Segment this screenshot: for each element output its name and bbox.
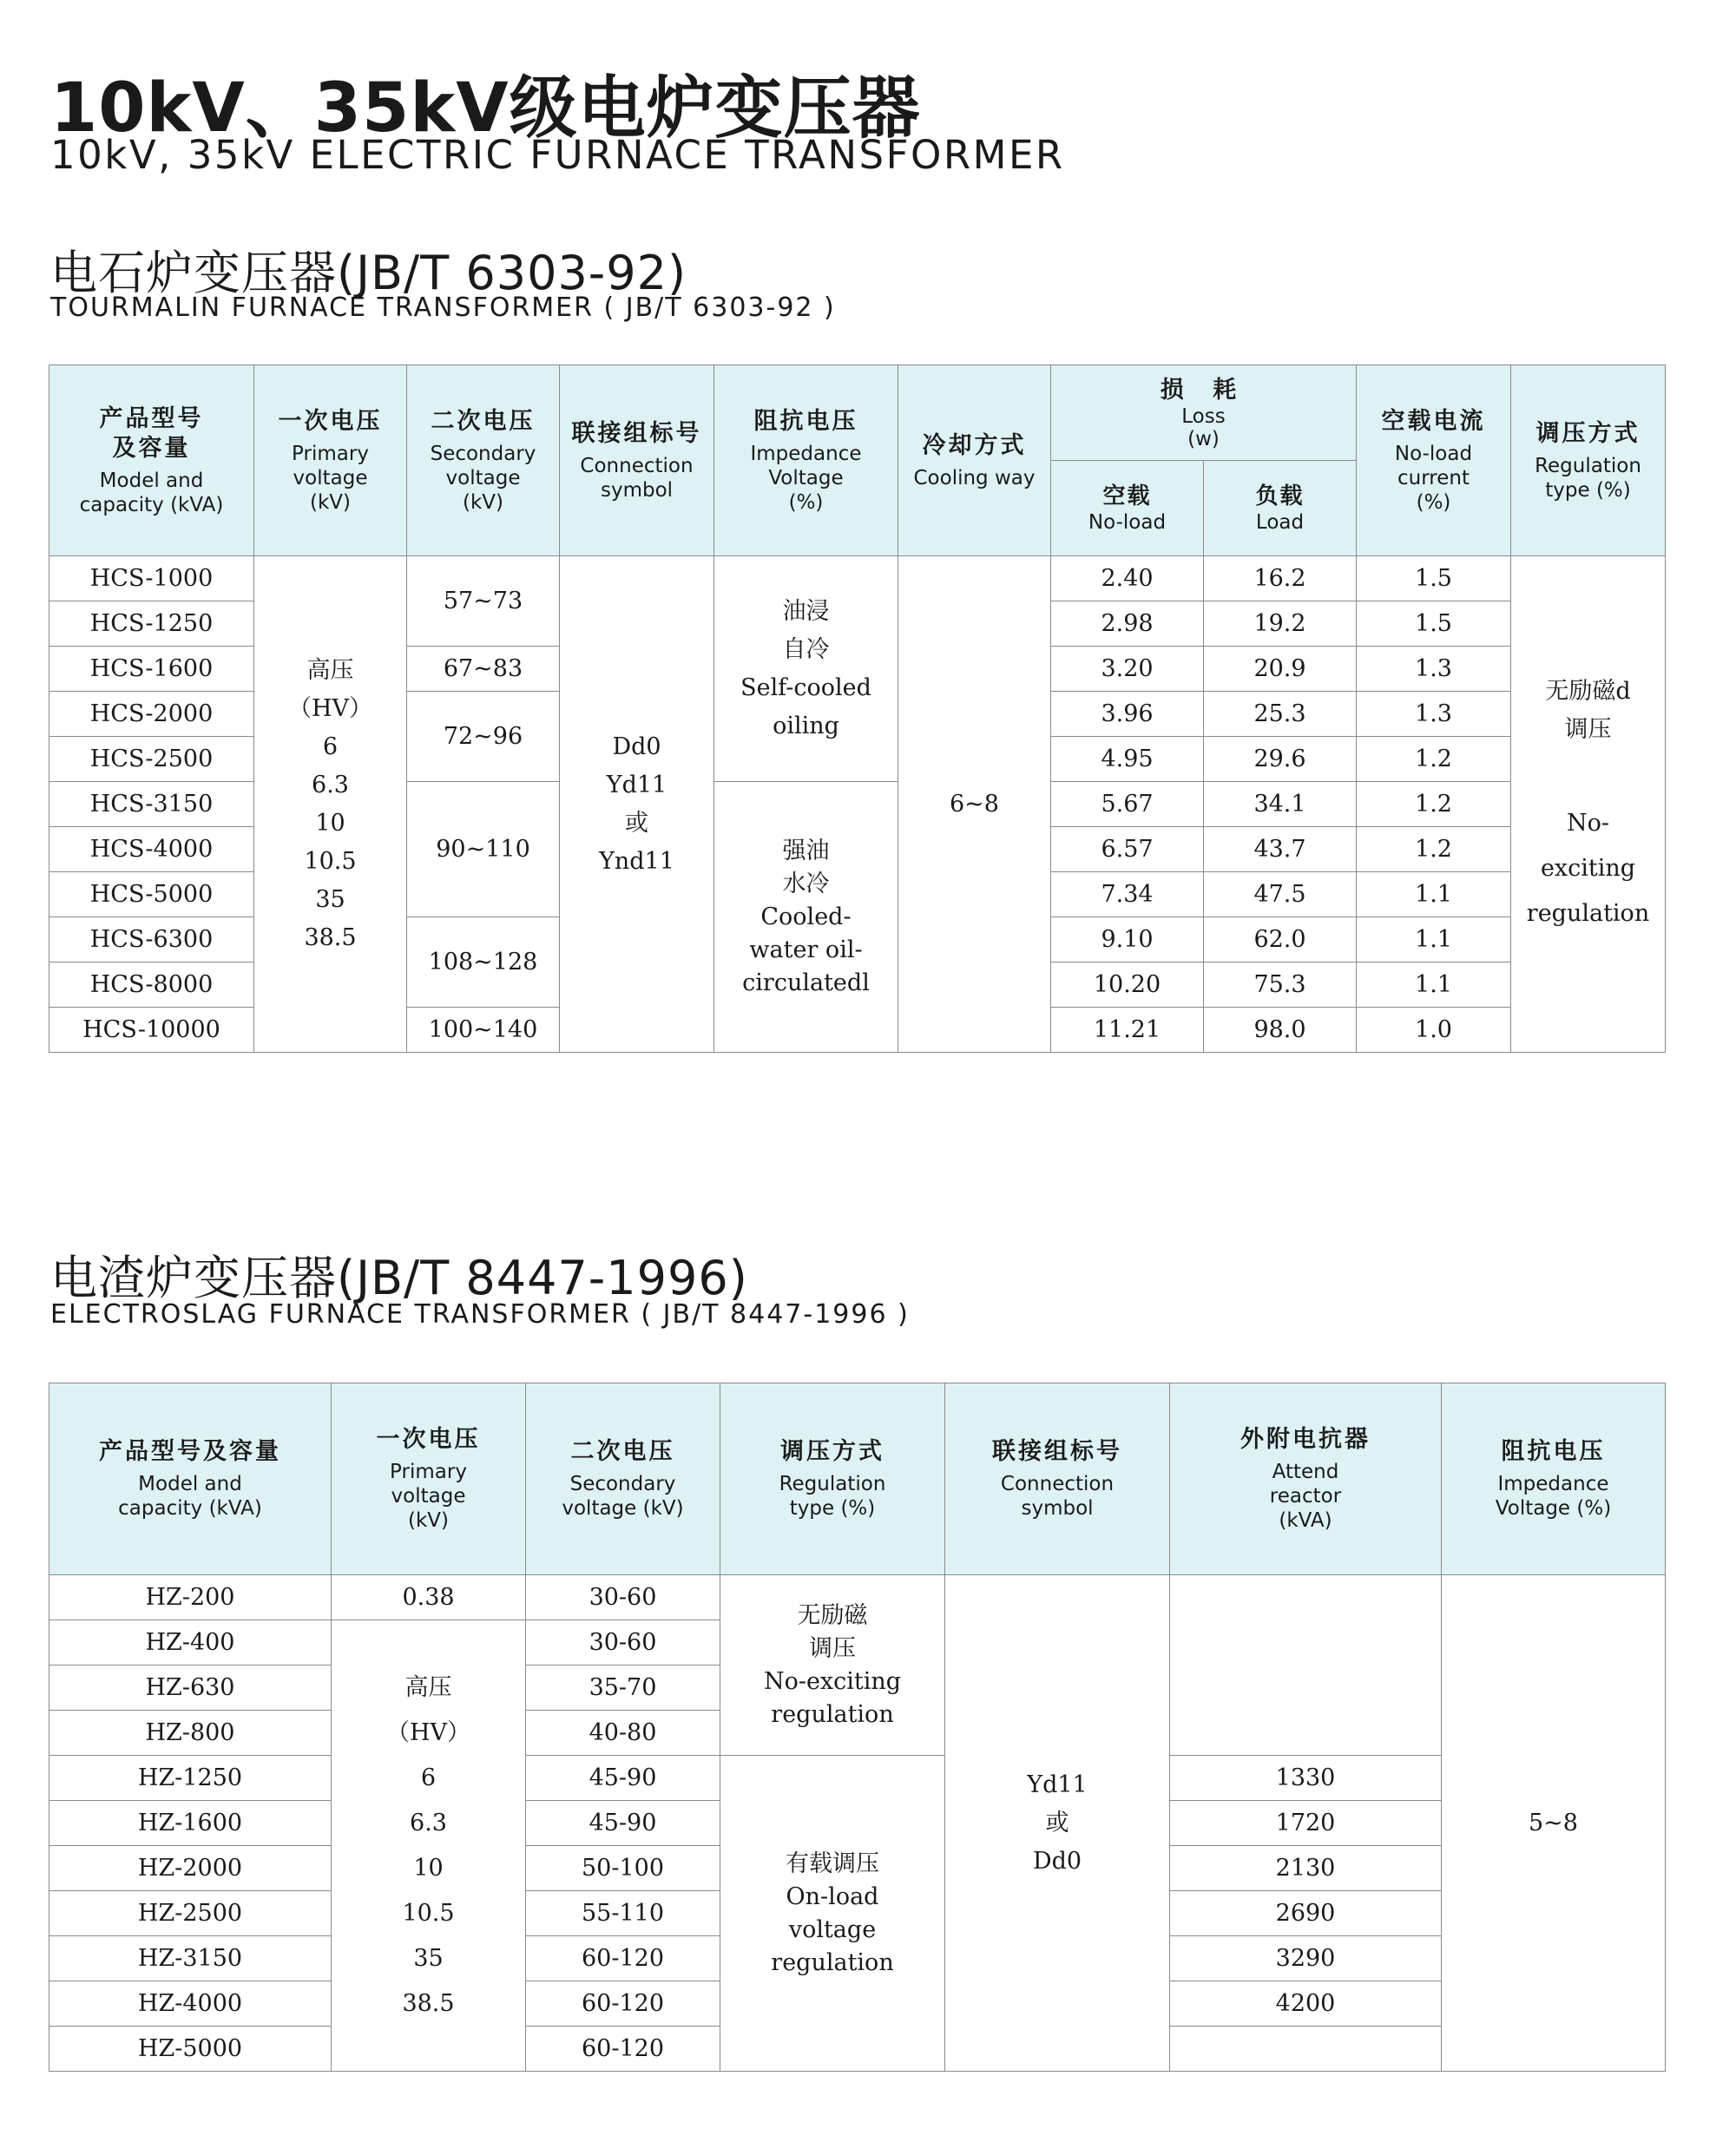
- cooling-way-cell: 6~8: [898, 556, 1051, 1053]
- loss-noload-cell: 7.34: [1051, 872, 1204, 917]
- header-impedance-voltage: 阻抗电压 Impedance Voltage (%): [1442, 1383, 1666, 1575]
- secondary-voltage-cell: 50-100: [526, 1846, 720, 1891]
- secondary-voltage-cell: 60-120: [526, 2027, 720, 2072]
- reactor-cell: 1720: [1170, 1801, 1442, 1846]
- noload-current-cell: 1.1: [1357, 963, 1511, 1008]
- model-cell: HZ-2000: [49, 1846, 332, 1891]
- noload-current-cell: 1.2: [1357, 827, 1511, 872]
- model-cell: HCS-5000: [49, 872, 254, 917]
- secondary-voltage-cell: 67~83: [407, 647, 560, 692]
- header-attend-reactor: 外附电抗器 Attend reactor (kVA): [1170, 1383, 1442, 1575]
- impedance-forced-cooled-cell: 强油 水冷 Cooled- water oil- circulatedl: [714, 782, 898, 1053]
- model-cell: HCS-8000: [49, 963, 254, 1008]
- primary-voltage-cell: 高压 （HV） 6 6.3 10 10.5 35 38.5: [254, 556, 407, 1053]
- impedance-voltage-cell: 5~8: [1442, 1575, 1666, 2072]
- header-secondary-voltage: 二次电压 Secondary voltage (kV): [526, 1383, 720, 1575]
- header-impedance-voltage: 阻抗电压 Impedance Voltage (%): [714, 365, 898, 556]
- model-cell: HZ-2500: [49, 1891, 332, 1936]
- connection-symbol-cell: Dd0 Yd11 或 Ynd11: [560, 556, 714, 1053]
- noload-current-cell: 1.0: [1357, 1008, 1511, 1053]
- reactor-cell: 2130: [1170, 1846, 1442, 1891]
- secondary-voltage-cell: 90~110: [407, 782, 560, 917]
- header-loss: 损 耗 Loss (w): [1051, 365, 1357, 461]
- model-cell: HCS-2500: [49, 737, 254, 782]
- secondary-voltage-cell: 100~140: [407, 1008, 560, 1053]
- model-cell: HCS-4000: [49, 827, 254, 872]
- header-connection-symbol: 联接组标号 Connection symbol: [945, 1383, 1170, 1575]
- header-primary-voltage: 一次电压 Primary voltage (kV): [254, 365, 407, 556]
- impedance-self-cooled-cell: 油浸 自冷 Self-cooled oiling: [714, 556, 898, 782]
- secondary-voltage-cell: 40-80: [526, 1711, 720, 1756]
- table-row: [49, 1575, 1666, 1620]
- noload-current-cell: 1.1: [1357, 872, 1511, 917]
- secondary-voltage-cell: 45-90: [526, 1801, 720, 1846]
- noload-current-cell: 1.2: [1357, 737, 1511, 782]
- loss-noload-cell: 10.20: [1051, 963, 1204, 1008]
- model-cell: HCS-10000: [49, 1008, 254, 1053]
- electroslag-spec-table: [49, 1383, 1666, 2072]
- header-connection-symbol: 联接组标号 Connection symbol: [560, 365, 714, 556]
- primary-voltage-cell: 0.38: [332, 1575, 526, 1620]
- secondary-voltage-cell: 60-120: [526, 1981, 720, 2027]
- model-cell: HCS-2000: [49, 692, 254, 737]
- connection-symbol-cell: Yd11 或 Dd0: [945, 1575, 1170, 2072]
- loss-load-cell: 47.5: [1204, 872, 1357, 917]
- secondary-voltage-cell: 72~96: [407, 692, 560, 782]
- loss-load-cell: 34.1: [1204, 782, 1357, 827]
- loss-load-cell: 75.3: [1204, 963, 1357, 1008]
- secondary-voltage-cell: 108~128: [407, 917, 560, 1008]
- loss-noload-cell: 11.21: [1051, 1008, 1204, 1053]
- header-cooling-way: 冷却方式 Cooling way: [898, 365, 1051, 556]
- loss-load-cell: 62.0: [1204, 917, 1357, 963]
- secondary-voltage-cell: 30-60: [526, 1575, 720, 1620]
- secondary-voltage-cell: 30-60: [526, 1620, 720, 1666]
- section1-title-cn: 电石炉变压器(JB/T 6303-92): [50, 246, 687, 300]
- model-cell: HZ-1600: [49, 1801, 332, 1846]
- loss-load-cell: 98.0: [1204, 1008, 1357, 1053]
- loss-load-cell: 43.7: [1204, 827, 1357, 872]
- secondary-voltage-cell: 60-120: [526, 1936, 720, 1981]
- loss-noload-cell: 5.67: [1051, 782, 1204, 827]
- model-cell: HCS-1600: [49, 647, 254, 692]
- section1-title-en: TOURMALIN FURNACE TRANSFORMER ( JB/T 6303-92 ): [50, 292, 836, 323]
- loss-noload-cell: 6.57: [1051, 827, 1204, 872]
- loss-load-cell: 16.2: [1204, 556, 1357, 601]
- table-row: [49, 1756, 1666, 1801]
- loss-load-cell: 25.3: [1204, 692, 1357, 737]
- header-primary-voltage: 一次电压 Primary voltage (kV): [332, 1383, 526, 1575]
- page-title-cn: 10kV、35kV级电炉变压器: [50, 69, 921, 148]
- header-regulation-type: 调压方式 Regulation type (%): [720, 1383, 945, 1575]
- model-cell: HZ-3150: [49, 1936, 332, 1981]
- noload-current-cell: 1.3: [1357, 647, 1511, 692]
- model-cell: HZ-400: [49, 1620, 332, 1666]
- noload-current-cell: 1.1: [1357, 917, 1511, 963]
- model-cell: HZ-630: [49, 1666, 332, 1711]
- loss-noload-cell: 3.20: [1051, 647, 1204, 692]
- header-model: 产品型号及容量 Model and capacity (kVA): [49, 1383, 332, 1575]
- reactor-cell: 2690: [1170, 1891, 1442, 1936]
- tourmalin-spec-table: [49, 365, 1666, 1053]
- model-cell: HCS-6300: [49, 917, 254, 963]
- noload-current-cell: 1.3: [1357, 692, 1511, 737]
- loss-noload-cell: 9.10: [1051, 917, 1204, 963]
- loss-noload-cell: 4.95: [1051, 737, 1204, 782]
- reactor-cell: 3290: [1170, 1936, 1442, 1981]
- header-noload-current: 空载电流 No-load current (%): [1357, 365, 1511, 556]
- model-cell: HZ-1250: [49, 1756, 332, 1801]
- noload-current-cell: 1.5: [1357, 556, 1511, 601]
- model-cell: HCS-1250: [49, 601, 254, 647]
- loss-load-cell: 29.6: [1204, 737, 1357, 782]
- header-regulation-type: 调压方式 Regulation type (%): [1511, 365, 1666, 556]
- loss-load-cell: 20.9: [1204, 647, 1357, 692]
- primary-voltage-cell: 高压 （HV） 6 6.3 10 10.5 35 38.5: [332, 1620, 526, 2072]
- secondary-voltage-cell: 35-70: [526, 1666, 720, 1711]
- section2-title-cn: 电渣炉变压器(JB/T 8447-1996): [50, 1251, 748, 1305]
- secondary-voltage-cell: 45-90: [526, 1756, 720, 1801]
- model-cell: HZ-800: [49, 1711, 332, 1756]
- secondary-voltage-cell: 57~73: [407, 556, 560, 647]
- model-cell: HCS-3150: [49, 782, 254, 827]
- loss-noload-cell: 2.98: [1051, 601, 1204, 647]
- header-loss-noload: 空载 No-load: [1051, 461, 1204, 556]
- secondary-voltage-cell: 55-110: [526, 1891, 720, 1936]
- loss-noload-cell: 2.40: [1051, 556, 1204, 601]
- noload-current-cell: 1.2: [1357, 782, 1511, 827]
- header-model: 产品型号 及容量 Model and capacity (kVA): [49, 365, 254, 556]
- noload-current-cell: 1.5: [1357, 601, 1511, 647]
- table-row: [49, 556, 1666, 601]
- regulation-noexciting-cell: 无励磁 调压 No-exciting regulation: [720, 1575, 945, 1756]
- model-cell: HCS-1000: [49, 556, 254, 601]
- reactor-empty-cell: [1170, 2027, 1442, 2072]
- reactor-cell: 4200: [1170, 1981, 1442, 2027]
- loss-noload-cell: 3.96: [1051, 692, 1204, 737]
- regulation-type-cell: 无励磁d 调压 No- exciting regulation: [1511, 556, 1666, 1053]
- regulation-onload-cell: 有载调压 On-load voltage regulation: [720, 1756, 945, 2072]
- header-secondary-voltage: 二次电压 Secondary voltage (kV): [407, 365, 560, 556]
- reactor-cell: 1330: [1170, 1756, 1442, 1801]
- model-cell: HZ-5000: [49, 2027, 332, 2072]
- reactor-empty-cell: [1170, 1575, 1442, 1756]
- section2-title-en: ELECTROSLAG FURNACE TRANSFORMER ( JB/T 8447-1996 ): [50, 1299, 910, 1330]
- model-cell: HZ-4000: [49, 1981, 332, 2027]
- loss-load-cell: 19.2: [1204, 601, 1357, 647]
- page-title-en: 10kV, 35kV ELECTRIC FURNACE TRANSFORMER: [50, 132, 1065, 178]
- model-cell: HZ-200: [49, 1575, 332, 1620]
- header-loss-load: 负载 Load: [1204, 461, 1357, 556]
